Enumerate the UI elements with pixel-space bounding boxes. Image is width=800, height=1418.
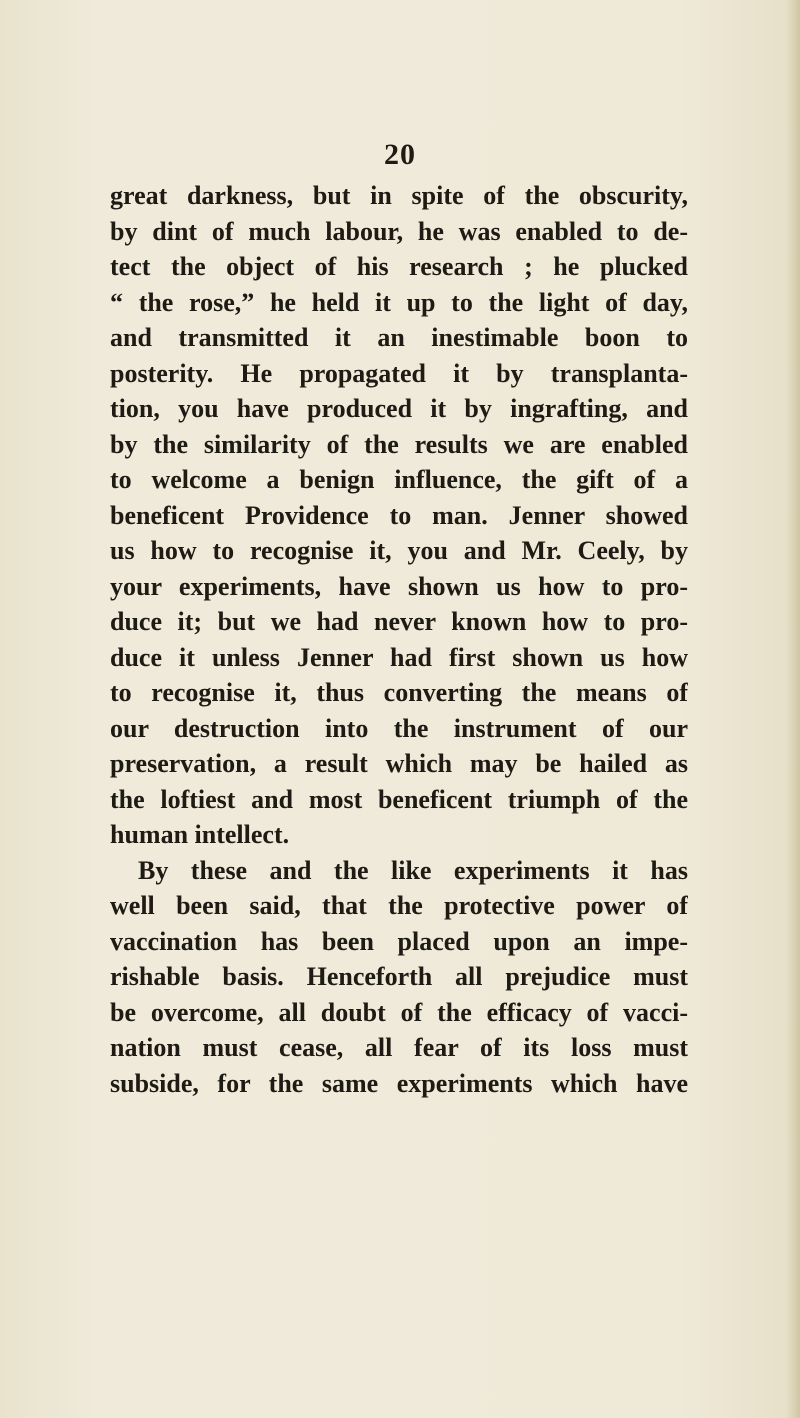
text-line: duce it unless Jenner had first shown us how bbox=[110, 642, 688, 672]
text-line: the loftiest and most beneficent triumph of the bbox=[110, 784, 688, 814]
text-line: rishable basis. Henceforth all prejudice must bbox=[110, 962, 688, 991]
text-line: and transmitted it an inestimable boon to bbox=[110, 323, 688, 352]
text-line: subside, for the same experiments which have bbox=[110, 1068, 688, 1098]
text-line: us how to recognise it, you and Mr. Ceely, by bbox=[110, 536, 688, 565]
text-line: be overcome, all doubt of the efficacy of vacci- bbox=[110, 997, 688, 1027]
text-line: posterity. He propagated it by transplanta- bbox=[110, 358, 688, 388]
text-line: human intellect. bbox=[110, 820, 290, 849]
text-line: beneficent Providence to man. Jenner showed bbox=[110, 500, 688, 530]
text-line: “ the rose,” he held it up to the light of day, bbox=[110, 287, 688, 317]
text-line: your experiments, have shown us how to pro- bbox=[110, 571, 688, 601]
text-line: duce it; but we had never known how to pro- bbox=[110, 607, 688, 636]
text-line: vaccination has been placed upon an impe- bbox=[110, 926, 688, 956]
text-line: tect the object of his research ; he plucked bbox=[110, 252, 688, 281]
text-line: preservation, a result which may be hailed as bbox=[110, 749, 688, 778]
text-line: by dint of much labour, he was enabled to de- bbox=[110, 216, 688, 246]
body-text bbox=[110, 178, 688, 1101]
text-line: nation must cease, all fear of its loss must bbox=[110, 1033, 688, 1062]
text-line: our destruction into the instrument of our bbox=[110, 713, 688, 743]
text-line: by the similarity of the results we are enabled bbox=[110, 429, 688, 459]
text-line: to recognise it, thus converting the means of bbox=[110, 678, 688, 707]
page-number: 20 bbox=[384, 138, 416, 171]
text-line: tion, you have produced it by ingrafting, and bbox=[110, 394, 688, 423]
text-line: great darkness, but in spite of the obscurity, bbox=[110, 181, 688, 210]
paragraph-start-line: By these and the like experiments it has bbox=[138, 855, 688, 885]
page-edge-shadow bbox=[786, 0, 800, 1418]
text-line: well been said, that the protective power of bbox=[110, 891, 688, 920]
text-line: to welcome a benign influence, the gift of a bbox=[110, 465, 688, 494]
